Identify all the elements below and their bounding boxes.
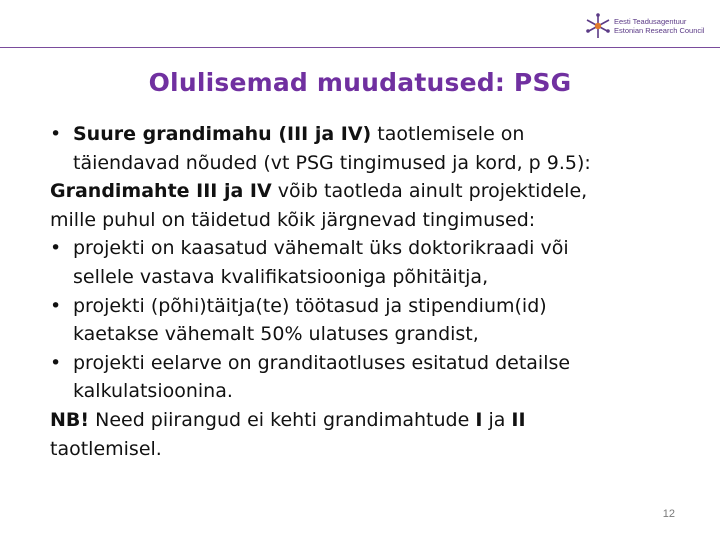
bullet: • bbox=[50, 123, 62, 145]
bullet-1 bbox=[50, 234, 710, 263]
p2-bold: Grandimahte III ja IV bbox=[50, 180, 272, 203]
bullet-2 bbox=[50, 292, 710, 321]
p1-bold: Suure grandimahu (III ja IV) bbox=[73, 123, 372, 145]
bullet: • bbox=[50, 237, 62, 260]
p2-continuation: mille puhul on täidetud kõik järgnevad tingimused: bbox=[50, 208, 536, 231]
bullet-2-line-1: projekti (põhi)täitja(te) töötasud ja stipendium(id) bbox=[73, 294, 547, 317]
nb-label: NB! bbox=[50, 408, 90, 431]
nb-text: Need piirangud ei kehti grandimahtude bbox=[89, 408, 476, 431]
header-divider bbox=[0, 47, 720, 48]
nb-grant-ii: II bbox=[511, 408, 526, 431]
etag-logo bbox=[584, 12, 708, 40]
nb-ja: ja bbox=[482, 408, 512, 431]
logo-text bbox=[614, 17, 704, 35]
nb-grant-i: I bbox=[475, 408, 483, 431]
slide-body bbox=[50, 120, 710, 463]
bullet-3 bbox=[50, 349, 710, 378]
nb-continuation: taotlemisel. bbox=[50, 437, 162, 460]
logo-star-icon bbox=[584, 12, 612, 40]
p2-text: võib taotleda ainult projektidele, bbox=[271, 180, 588, 203]
bullet: • bbox=[50, 294, 62, 317]
bullet-3-line-2: kalkulatsioonina. bbox=[73, 380, 233, 403]
bullet: • bbox=[50, 351, 62, 374]
paragraph-1 bbox=[50, 120, 710, 149]
bullet-3-line-1: projekti eelarve on granditaotluses esitatud detailse bbox=[73, 351, 571, 374]
logo-line-1: Eesti Teadusagentuur bbox=[614, 17, 687, 26]
bullet-1-line-1: projekti on kaasatud vähemalt üks doktorikraadi või bbox=[73, 237, 569, 260]
p1-text: taotlemisele on bbox=[371, 123, 525, 145]
logo-line-2: Estonian Research Council bbox=[614, 26, 705, 35]
p1-continuation: täiendavad nõuded (vt PSG tingimused ja kord, p 9.5): bbox=[73, 151, 591, 174]
nb-note bbox=[50, 406, 710, 435]
slide-title: Olulisemad muudatused: PSG bbox=[148, 68, 572, 97]
page-number: 12 bbox=[662, 508, 675, 520]
bullet-2-line-2: kaetakse vähemalt 50% ulatuses grandist, bbox=[73, 323, 479, 346]
bullet-1-line-2: sellele vastava kvalifikatsiooniga põhitäitja, bbox=[73, 265, 489, 288]
paragraph-2 bbox=[50, 177, 710, 206]
